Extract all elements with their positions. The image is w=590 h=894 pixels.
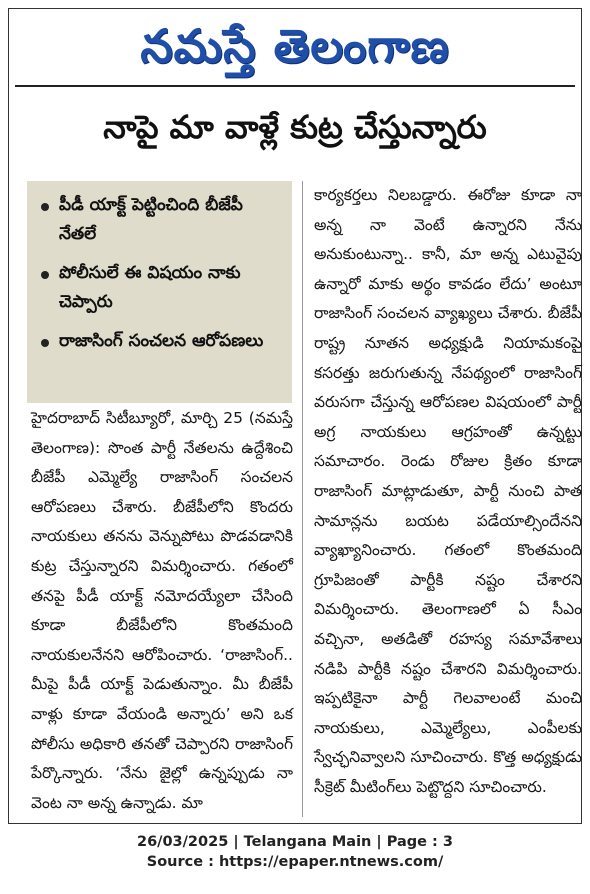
highlight-item — [41, 259, 282, 317]
highlight-text: రాజాసింగ్ సంచలన ఆరోపణలు — [59, 331, 264, 351]
highlights-box — [27, 181, 292, 403]
bullet-icon — [41, 271, 49, 279]
edition-info: 26/03/2025 | Telangana Main | Page : 3 — [136, 834, 453, 850]
article-clipping — [8, 8, 582, 824]
bullet-icon — [41, 203, 49, 211]
newspaper-masthead: నమస్తే తెలంగాణ — [140, 19, 450, 73]
article-body-right-column: కార్యకర్తలు నిలబడ్డారు. ఈరోజు కూడా నా అన్న నా వెంటే ఉన్నారని నేను అనుకుంటున్నా.. కానీ, మా అన్న ఎటువైపు ఉన్నారో మాకు అర్థం కావడం లేదు’ అంటూ రాజాసింగ్ సంచలన వ్యాఖ్యలు చేశారు. బీజేపీ రాష్ట్ర నూతన అధ్యక్షుడి నియామకంపై కసరత్తు జరుగుతున్న నేపథ్యంలో రాజాసింగ్ వరుసగా చేస్తున్న ఆరోపణల విషయంలో పార్టీ అగ్ర నాయకులు ఆగ్రహంతో ఉన్నట్టు సమాచారం. రెండు రోజుల క్రితం కూడా రాజాసింగ్ మాట్లాడుతూ, పార్టీ నుంచి పాత సామాన్లను బయట పడేయాల్సిందేనని వ్యాఖ్యానించారు. గతంలో కొంతమంది గ్రూపిజంతో పార్టీకి నష్టం చేశారని విమర్శించారు. తెలంగాణలో ఏ సీఎం వచ్చినా, అతడితో రహస్య సమావేశాలు నడిపి పార్టీకి నష్టం చేశారని విమర్శించారు. ఇప్పటికైనా పార్టీ గెలవాలంటే మంచి నాయకులు, ఎమ్మెల్యేలు, ఎంపీలకు స్వేచ్ఛనివ్వాలని సూచించారు. కొత్త అధ్యక్షుడు సీక్రెట్ మీటింగ్‌లు పెట్టొద్దని సూచించారు. — [314, 186, 582, 796]
source-link: Source : https://epaper.ntnews.com/ — [146, 854, 444, 870]
highlight-item — [41, 327, 282, 356]
highlight-text: పీడీ యాక్ట్ పెట్టించింది బీజేపీ నేతలే — [59, 195, 243, 244]
masthead-divider — [15, 85, 575, 87]
bullet-icon — [41, 339, 49, 347]
highlight-item — [41, 191, 282, 249]
article-body-left-column: హైదరాబాద్ సిటీబ్యూరో, మార్చి 25 (నమస్తే తెలంగాణ): సొంత పార్టీ నేతలను ఉద్దేశించి బీజేపీ ఎమ్మెల్యే రాజాసింగ్ సంచలన ఆరోపణలు చేశారు. బీజేపీలోని కొందరు నాయకులు తనను వెన్నుపోటు పొడవడానికి కుట్ర చేస్తున్నారని విమర్శించారు. గతంలో తనపై పీడీ యాక్ట్ నమోదయ్యేలా చేసింది కూడా బీజేపీలోని కొంతమంది నాయకులనేనని ఆరోపించారు. ‘రాజాసింగ్.. మీపై పీడీ యాక్ట్ పెడుతున్నాం. మీ బీజేపీ వాళ్లు కూడా వేయండి అన్నారు’ అని ఒక పోలీసు అధికారి తనతో చెప్పారని రాజాసింగ్ పేర్కొన్నారు. ‘నేను జైల్లో ఉన్నప్పుడు నా వెంట నా అన్న ఉన్నాడు. మా — [31, 409, 293, 812]
column-divider — [302, 181, 303, 817]
highlight-text: పోలీసులే ఈ విషయం నాకు చెప్పారు — [59, 263, 241, 312]
article-headline: నాపై మా వాళ్లే కుట్ర చేస్తున్నారు — [103, 108, 487, 146]
